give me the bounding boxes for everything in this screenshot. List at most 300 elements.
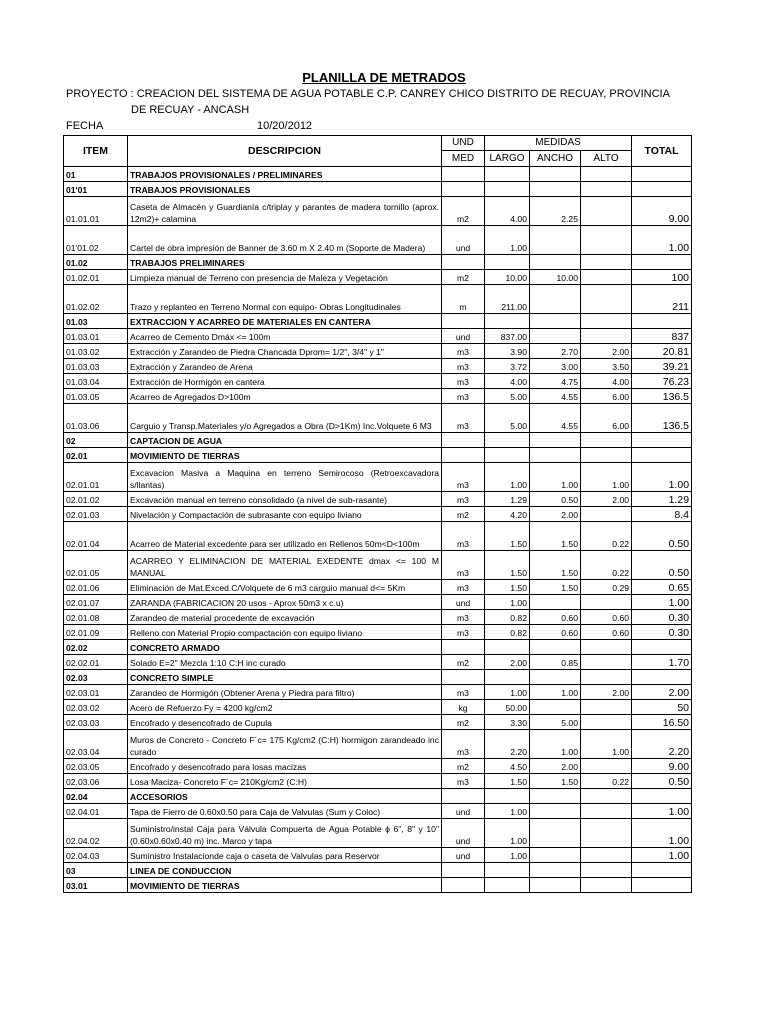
item-description: Extracción de Hormigón en cantera: [128, 374, 442, 389]
item-description: LINEA DE CONDUCCION: [128, 863, 442, 878]
item-description: Encofrado y desencofrado para losas macizas: [128, 759, 442, 774]
table-row: [64, 759, 692, 774]
item-description: Caseta de Almacén y Guardianía c/triplay y parantes de madera tornillo (aprox. 12m2)+ calamina: [128, 197, 442, 226]
unit: kg: [442, 700, 485, 715]
table-row: [64, 685, 692, 700]
alto-value: 1.00: [581, 730, 632, 759]
table-row: [64, 595, 692, 610]
project-line-1: PROYECTO : CREACION DEL SISTEMA DE AGUA POTABLE C.P. CANREY CHICO DISTRITO DE RECUAY, PROVINCIA: [66, 88, 670, 100]
unit: m3: [442, 374, 485, 389]
total-value: 0.50: [632, 551, 692, 580]
item-code: 02.01.01: [64, 463, 128, 492]
largo-value: 1.50: [485, 774, 530, 789]
item-code: 02: [64, 433, 128, 448]
ancho-value: 2.25: [530, 197, 581, 226]
table-row: [64, 359, 692, 374]
fecha-value: 10/20/2012: [257, 120, 313, 132]
total-value: [632, 863, 692, 878]
alto-value: [581, 863, 632, 878]
largo-value: [485, 314, 530, 329]
total-value: 1.00: [632, 595, 692, 610]
item-description: Excavacion Masiva a Maquina en terreno Semirocoso (Retroexcavadora s/llantas): [128, 463, 442, 492]
unit: [442, 863, 485, 878]
alto-value: 4.00: [581, 374, 632, 389]
unit: m2: [442, 759, 485, 774]
unit: m2: [442, 270, 485, 285]
largo-value: 1.00: [485, 804, 530, 819]
largo-value: 4.50: [485, 759, 530, 774]
item-code: 02.04.02: [64, 819, 128, 848]
item-code: 02.04.01: [64, 804, 128, 819]
total-value: 0.30: [632, 610, 692, 625]
total-value: 16.50: [632, 715, 692, 730]
header-item: ITEM: [64, 136, 128, 167]
alto-value: [581, 507, 632, 522]
item-description: ACARREO Y ELIMINACION DE MATERIAL EXEDENTE dmax <= 100 M MANUAL: [128, 551, 442, 580]
unit: [442, 448, 485, 463]
total-value: 8.4: [632, 507, 692, 522]
alto-value: [581, 759, 632, 774]
alto-value: [581, 285, 632, 314]
total-value: 9.00: [632, 759, 692, 774]
ancho-value: 1.50: [530, 580, 581, 595]
largo-value: 1.29: [485, 492, 530, 507]
ancho-value: 1.00: [530, 685, 581, 700]
total-value: [632, 182, 692, 197]
alto-value: [581, 819, 632, 848]
table-row: [64, 580, 692, 595]
item-code: 02.04: [64, 789, 128, 804]
largo-value: 1.00: [485, 819, 530, 848]
table-row: [64, 182, 692, 197]
item-code: 01.03.06: [64, 404, 128, 433]
unit: [442, 670, 485, 685]
ancho-value: 2.00: [530, 507, 581, 522]
ancho-value: [530, 226, 581, 255]
total-value: [632, 640, 692, 655]
unit: [442, 255, 485, 270]
item-description: Extracción y Zarandeo de Piedra Chancada Dprom= 1/2", 3/4" y 1": [128, 344, 442, 359]
ancho-value: 1.50: [530, 522, 581, 551]
item-description: Relleno con Material Propio compactación con equipo liviano: [128, 625, 442, 640]
item-description: Suministro/instal Caja para Válvula Compuerta de Agua Potable ϕ 6", 8" y 10" (0.60x0.60x0.40 m) inc. Marco y tapa: [128, 819, 442, 848]
item-description: Carguio y Transp.Materiales y/o Agregados a Obra (D>1Km) Inc.Volquete 6 M3: [128, 404, 442, 433]
table-row: [64, 492, 692, 507]
table-row: [64, 285, 692, 314]
total-value: 136.5: [632, 404, 692, 433]
largo-value: 1.00: [485, 463, 530, 492]
total-value: 837: [632, 329, 692, 344]
metrados-table: [63, 135, 692, 893]
page-title: PLANILLA DE METRADOS: [302, 70, 466, 85]
table-row: [64, 878, 692, 893]
total-value: 2.20: [632, 730, 692, 759]
item-description: Acero de Refuerzo Fy = 4200 kg/cm2: [128, 700, 442, 715]
alto-value: [581, 595, 632, 610]
item-description: CONCRETO ARMADO: [128, 640, 442, 655]
total-value: [632, 878, 692, 893]
unit: [442, 433, 485, 448]
item-code: 01'01: [64, 182, 128, 197]
table-row: [64, 463, 692, 492]
total-value: [632, 314, 692, 329]
largo-value: 4.00: [485, 374, 530, 389]
total-value: 0.50: [632, 522, 692, 551]
alto-value: [581, 433, 632, 448]
ancho-value: 0.60: [530, 610, 581, 625]
item-code: 03: [64, 863, 128, 878]
unit: m3: [442, 625, 485, 640]
alto-value: 1.00: [581, 463, 632, 492]
total-value: 0.65: [632, 580, 692, 595]
ancho-value: [530, 182, 581, 197]
item-code: 01.03.03: [64, 359, 128, 374]
header-medidas: MEDIDAS: [485, 136, 632, 151]
unit: m: [442, 285, 485, 314]
item-code: 01.01.01: [64, 197, 128, 226]
ancho-value: [530, 640, 581, 655]
largo-value: [485, 448, 530, 463]
alto-value: [581, 715, 632, 730]
alto-value: 0.60: [581, 610, 632, 625]
total-value: 0.50: [632, 774, 692, 789]
alto-value: 3.50: [581, 359, 632, 374]
ancho-value: 0.85: [530, 655, 581, 670]
alto-value: [581, 226, 632, 255]
alto-value: [581, 804, 632, 819]
table-row: [64, 226, 692, 255]
table-row: [64, 329, 692, 344]
largo-value: 3.30: [485, 715, 530, 730]
unit: und: [442, 329, 485, 344]
header-und: UND: [442, 136, 485, 151]
item-description: Cartel de obra impresión de Banner de 3.60 m X 2.40 m (Soporte de Madera): [128, 226, 442, 255]
total-value: 1.00: [632, 463, 692, 492]
item-code: 02.01.05: [64, 551, 128, 580]
total-value: 76.23: [632, 374, 692, 389]
ancho-value: [530, 255, 581, 270]
total-value: 20.81: [632, 344, 692, 359]
ancho-value: 1.50: [530, 774, 581, 789]
unit: und: [442, 804, 485, 819]
item-description: Excavación manual en terreno consolidado (a nivel de sub-rasante): [128, 492, 442, 507]
item-code: 02.02: [64, 640, 128, 655]
total-value: 9.00: [632, 197, 692, 226]
item-code: 02.01.06: [64, 580, 128, 595]
alto-value: [581, 789, 632, 804]
item-description: MOVIMIENTO DE TIERRAS: [128, 448, 442, 463]
item-description: Encofrado y desencofrado de Cupula: [128, 715, 442, 730]
item-description: TRABAJOS PROVISIONALES / PRELIMINARES: [128, 167, 442, 182]
item-code: 01.03.04: [64, 374, 128, 389]
ancho-value: 0.50: [530, 492, 581, 507]
total-value: 39.21: [632, 359, 692, 374]
table-row: [64, 670, 692, 685]
unit: m3: [442, 610, 485, 625]
largo-value: 50.00: [485, 700, 530, 715]
fecha-label: FECHA: [66, 120, 104, 132]
ancho-value: [530, 595, 581, 610]
item-code: 02.03.02: [64, 700, 128, 715]
unit: m3: [442, 463, 485, 492]
item-code: 02.03: [64, 670, 128, 685]
unit: m3: [442, 389, 485, 404]
table-row: [64, 448, 692, 463]
item-description: Nivelación y Compactación de subrasante con equipo liviano: [128, 507, 442, 522]
item-code: 01.02.02: [64, 285, 128, 314]
largo-value: 837.00: [485, 329, 530, 344]
ancho-value: 1.50: [530, 551, 581, 580]
table-row: [64, 404, 692, 433]
unit: m3: [442, 492, 485, 507]
item-code: 01.03.02: [64, 344, 128, 359]
table-body: [64, 167, 692, 893]
total-value: 0.30: [632, 625, 692, 640]
item-code: 02.03.03: [64, 715, 128, 730]
largo-value: 3.72: [485, 359, 530, 374]
item-code: 01.03.05: [64, 389, 128, 404]
item-code: 01'01.02: [64, 226, 128, 255]
ancho-value: [530, 848, 581, 863]
table-row: [64, 610, 692, 625]
total-value: [632, 433, 692, 448]
item-code: 02.03.04: [64, 730, 128, 759]
item-description: ACCESORIOS: [128, 789, 442, 804]
item-description: Zarandeo de Hormigón (Obtener Arena y Piedra para filtro): [128, 685, 442, 700]
item-code: 01.03: [64, 314, 128, 329]
ancho-value: 2.70: [530, 344, 581, 359]
table-row: [64, 167, 692, 182]
item-description: MOVIMIENTO DE TIERRAS: [128, 878, 442, 893]
unit: m2: [442, 715, 485, 730]
ancho-value: 1.00: [530, 730, 581, 759]
table-row: [64, 551, 692, 580]
ancho-value: [530, 314, 581, 329]
ancho-value: [530, 329, 581, 344]
alto-value: [581, 655, 632, 670]
item-code: 02.01.07: [64, 595, 128, 610]
total-value: [632, 255, 692, 270]
table-row: [64, 522, 692, 551]
item-code: 01.02: [64, 255, 128, 270]
alto-value: [581, 270, 632, 285]
item-code: 02.01.03: [64, 507, 128, 522]
item-description: Eliminación de Mat.Exced.C/Volquete de 6 m3 carguio manual d<= 5Km: [128, 580, 442, 595]
unit: m2: [442, 197, 485, 226]
largo-value: 1.00: [485, 848, 530, 863]
ancho-value: 4.75: [530, 374, 581, 389]
item-description: Muros de Concreto - Concreto F´c= 175 Kg/cm2 (C:H) hormigon zarandeado inc curado: [128, 730, 442, 759]
alto-value: [581, 167, 632, 182]
ancho-value: [530, 878, 581, 893]
alto-value: [581, 314, 632, 329]
largo-value: 1.50: [485, 522, 530, 551]
header-med: MED: [442, 151, 485, 167]
ancho-value: 10.00: [530, 270, 581, 285]
total-value: [632, 789, 692, 804]
table-row: [64, 730, 692, 759]
table-row: [64, 314, 692, 329]
total-value: 50: [632, 700, 692, 715]
unit: [442, 640, 485, 655]
item-description: EXTRACCION Y ACARREO DE MATERIALES EN CANTERA: [128, 314, 442, 329]
item-description: TRABAJOS PROVISIONALES: [128, 182, 442, 197]
largo-value: [485, 640, 530, 655]
unit: [442, 789, 485, 804]
ancho-value: [530, 700, 581, 715]
ancho-value: [530, 285, 581, 314]
item-description: Limpieza manual de Terreno con presencia de Maleza y Vegetación: [128, 270, 442, 285]
table-row: [64, 655, 692, 670]
alto-value: [581, 182, 632, 197]
table-row: [64, 789, 692, 804]
ancho-value: 4.55: [530, 389, 581, 404]
largo-value: [485, 433, 530, 448]
alto-value: 2.00: [581, 685, 632, 700]
item-description: CAPTACION DE AGUA: [128, 433, 442, 448]
largo-value: 1.00: [485, 685, 530, 700]
ancho-value: [530, 670, 581, 685]
alto-value: [581, 448, 632, 463]
item-code: 02.01.04: [64, 522, 128, 551]
largo-value: 10.00: [485, 270, 530, 285]
largo-value: 2.20: [485, 730, 530, 759]
unit: m3: [442, 774, 485, 789]
table-row: [64, 344, 692, 359]
item-code: 01: [64, 167, 128, 182]
header-descripcion: DESCRIPCION: [128, 136, 442, 167]
largo-value: [485, 670, 530, 685]
ancho-value: [530, 433, 581, 448]
unit: und: [442, 819, 485, 848]
ancho-value: 3.00: [530, 359, 581, 374]
unit: [442, 314, 485, 329]
item-description: ZARANDA (FABRICACION 20 usos - Aprox 50m3 x c.u): [128, 595, 442, 610]
item-code: 02.01.02: [64, 492, 128, 507]
unit: m3: [442, 730, 485, 759]
item-description: Zarandeo de material procedente de excavación: [128, 610, 442, 625]
largo-value: 1.00: [485, 595, 530, 610]
table-row: [64, 819, 692, 848]
alto-value: 2.00: [581, 344, 632, 359]
unit: m3: [442, 359, 485, 374]
largo-value: 2.00: [485, 655, 530, 670]
ancho-value: 1.00: [530, 463, 581, 492]
alto-value: [581, 878, 632, 893]
alto-value: 6.00: [581, 404, 632, 433]
alto-value: [581, 197, 632, 226]
alto-value: 2.00: [581, 492, 632, 507]
alto-value: 0.22: [581, 551, 632, 580]
total-value: 2.00: [632, 685, 692, 700]
header-ancho: ANCHO: [530, 151, 581, 167]
unit: m3: [442, 551, 485, 580]
largo-value: [485, 863, 530, 878]
ancho-value: [530, 789, 581, 804]
largo-value: 211.00: [485, 285, 530, 314]
largo-value: [485, 789, 530, 804]
item-code: 02.03.05: [64, 759, 128, 774]
largo-value: [485, 167, 530, 182]
ancho-value: 5.00: [530, 715, 581, 730]
table-row: [64, 389, 692, 404]
total-value: 1.29: [632, 492, 692, 507]
total-value: [632, 167, 692, 182]
unit: [442, 182, 485, 197]
ancho-value: 0.60: [530, 625, 581, 640]
unit: m3: [442, 404, 485, 433]
alto-value: 0.22: [581, 774, 632, 789]
ancho-value: [530, 819, 581, 848]
total-value: 1.70: [632, 655, 692, 670]
largo-value: 1.00: [485, 226, 530, 255]
item-description: Tapa de Fierro de 0.60x0.50 para Caja de Valvulas (Sum y Coloc): [128, 804, 442, 819]
largo-value: [485, 255, 530, 270]
item-code: 02.01.09: [64, 625, 128, 640]
largo-value: 1.50: [485, 580, 530, 595]
table-row: [64, 774, 692, 789]
header-largo: LARGO: [485, 151, 530, 167]
table-row: [64, 270, 692, 285]
item-description: Trazo y replanteo en Terreno Normal con equipo- Obras Longitudinales: [128, 285, 442, 314]
table-row: [64, 374, 692, 389]
total-value: 100: [632, 270, 692, 285]
unit: m3: [442, 580, 485, 595]
unit: m3: [442, 344, 485, 359]
table-row: [64, 804, 692, 819]
item-description: TRABAJOS PRELIMINARES: [128, 255, 442, 270]
largo-value: 3.90: [485, 344, 530, 359]
ancho-value: 2.00: [530, 759, 581, 774]
table-row: [64, 625, 692, 640]
largo-value: 1.50: [485, 551, 530, 580]
alto-value: [581, 700, 632, 715]
total-value: 1.00: [632, 819, 692, 848]
unit: m3: [442, 522, 485, 551]
item-description: Suministro Instalacionde caja o caseta de Valvulas para Reservor: [128, 848, 442, 863]
header-alto: ALTO: [581, 151, 632, 167]
project-line-2: DE RECUAY - ANCASH: [131, 104, 250, 116]
table-row: [64, 863, 692, 878]
header-total: TOTAL: [632, 136, 692, 167]
largo-value: 0.82: [485, 610, 530, 625]
item-code: 02.01.08: [64, 610, 128, 625]
largo-value: [485, 878, 530, 893]
largo-value: 5.00: [485, 404, 530, 433]
unit: [442, 167, 485, 182]
table-row: [64, 700, 692, 715]
table-row: [64, 715, 692, 730]
total-value: 211: [632, 285, 692, 314]
table-row: [64, 433, 692, 448]
table-row: [64, 197, 692, 226]
alto-value: 6.00: [581, 389, 632, 404]
ancho-value: [530, 167, 581, 182]
item-code: 02.02.01: [64, 655, 128, 670]
table-row: [64, 255, 692, 270]
total-value: [632, 448, 692, 463]
table-row: [64, 848, 692, 863]
ancho-value: [530, 863, 581, 878]
table-row: [64, 507, 692, 522]
largo-value: 0.82: [485, 625, 530, 640]
alto-value: [581, 848, 632, 863]
total-value: 136.5: [632, 389, 692, 404]
unit: und: [442, 848, 485, 863]
ancho-value: [530, 804, 581, 819]
item-description: CONCRETO SIMPLE: [128, 670, 442, 685]
total-value: 1.00: [632, 848, 692, 863]
